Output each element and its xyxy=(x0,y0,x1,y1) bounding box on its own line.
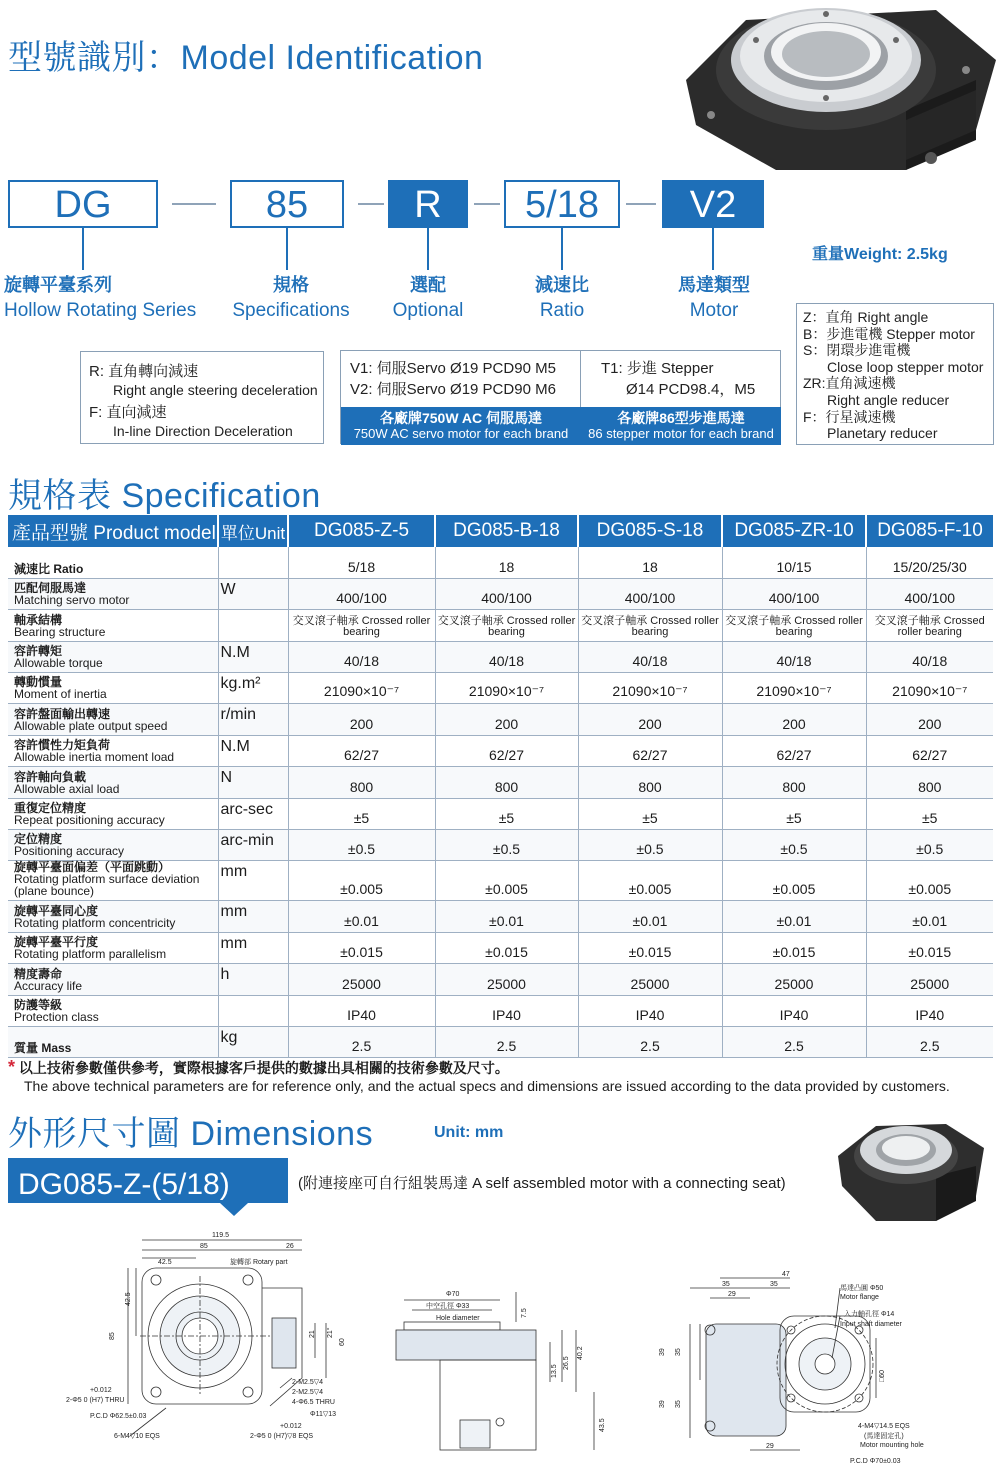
spec-item-name xyxy=(8,735,218,766)
label-motor xyxy=(654,272,774,324)
spec-value-cell: ±5 xyxy=(578,798,722,829)
spec-value-cell: 200 xyxy=(435,704,578,735)
spec-item-zh: 容許軸向負載 xyxy=(14,769,87,784)
specification-table xyxy=(8,515,993,1058)
dim-label: 13.5 xyxy=(551,1364,558,1378)
side-view-drawing xyxy=(380,1282,630,1462)
spec-value-cell: 40/18 xyxy=(866,641,993,672)
spec-item-zh: 容許慣性力矩負荷 xyxy=(14,738,111,753)
code-spec: 85 xyxy=(230,180,344,228)
option-zh: 直角轉向減速 xyxy=(108,363,199,380)
spec-value-cell: 40/18 xyxy=(722,641,866,672)
specification-title: 規格表 Specification xyxy=(8,477,321,515)
callout-label: 2-Φ5 0 (H7) THRU xyxy=(66,1397,125,1404)
spec-value-cell: 21090×10⁻⁷ xyxy=(866,673,993,704)
option-en: In-line Direction Deceleration xyxy=(113,423,293,439)
spec-value-cell: 21090×10⁻⁷ xyxy=(578,673,722,704)
spec-value-cell: 62/27 xyxy=(866,735,993,766)
callout-label: (馬達固定孔) xyxy=(864,1433,904,1440)
spec-value-cell: 2.5 xyxy=(435,1026,578,1057)
spec-item-unit: W xyxy=(218,578,288,609)
table-row xyxy=(8,861,993,901)
spec-item-name xyxy=(8,861,218,901)
spec-item-name xyxy=(8,641,218,672)
dim-label: Φ70 xyxy=(446,1291,460,1298)
spec-value-cell: 交叉滾子軸承 Crossed roller bearing xyxy=(578,610,722,641)
model-banner xyxy=(8,1158,294,1218)
spec-value-cell: ±0.005 xyxy=(288,861,435,901)
header-model: DG085-B-18 xyxy=(435,515,578,547)
table-row xyxy=(8,901,993,932)
spec-item-unit: r/min xyxy=(218,704,288,735)
legend-line: F：行星減速機 xyxy=(803,408,896,425)
table-row xyxy=(8,735,993,766)
spec-value-cell: 21090×10⁻⁷ xyxy=(288,673,435,704)
dim-label: 39 xyxy=(659,1400,666,1408)
label-series xyxy=(4,272,204,324)
spec-item-zh: 精度壽命 xyxy=(14,966,63,981)
dim-label: 26 xyxy=(286,1243,294,1250)
spec-item-en: Allowable plate output speed xyxy=(14,718,168,733)
label-motor-zh: 馬達類型 xyxy=(678,275,750,295)
spec-item-name xyxy=(8,1026,218,1057)
legend-line: Planetary reducer xyxy=(827,425,938,442)
spec-value-cell: ±0.01 xyxy=(435,901,578,932)
header-unit: 單位Unit xyxy=(218,515,288,547)
dim-label: Hole diameter xyxy=(436,1315,480,1322)
spec-item-en: Rotating platform parallelism xyxy=(14,947,167,962)
spec-item-unit: h xyxy=(218,964,288,995)
callout-label: 2-Φ5 0 (H7)▽8 EQS xyxy=(250,1433,314,1440)
option-code: R: xyxy=(89,363,104,380)
note-zh: 以上技術參數僅供參考，實際根據客戶提供的數據出具相關的技術參數及尺寸。 xyxy=(18,1060,509,1076)
spec-value-cell: ±0.5 xyxy=(722,830,866,861)
code-separator xyxy=(474,203,500,205)
table-row xyxy=(8,1026,993,1057)
spec-item-zh: 轉動慣量 xyxy=(14,675,63,690)
dim-label: □60 xyxy=(879,1369,886,1382)
top-view-drawing xyxy=(40,1228,360,1453)
spec-item-unit: arc-min xyxy=(218,830,288,861)
label-series-en: Hollow Rotating Series xyxy=(4,300,197,321)
spec-item-unit: mm xyxy=(218,932,288,963)
stepper-option xyxy=(581,351,781,445)
spec-value-cell: ±0.005 xyxy=(722,861,866,901)
dim-label: 21 xyxy=(309,1330,316,1338)
table-row xyxy=(8,995,993,1026)
spec-value-cell: 40/18 xyxy=(288,641,435,672)
spec-item-name xyxy=(8,673,218,704)
callout-label: 2-M2.5▽4 xyxy=(292,1389,324,1396)
dim-label: 47 xyxy=(782,1271,790,1278)
spec-value-cell: 25000 xyxy=(722,964,866,995)
spec-item-en: Protection class xyxy=(14,1009,99,1024)
callout-label: Motor flange xyxy=(840,1294,879,1301)
code-series: DG xyxy=(8,180,158,228)
spec-value-cell: 交叉滾子軸承 Crossed roller bearing xyxy=(288,610,435,641)
spec-item-zh: 旋轉平臺平行度 xyxy=(14,935,99,950)
table-row xyxy=(8,610,993,641)
spec-value-cell: 200 xyxy=(288,704,435,735)
label-optional-zh: 選配 xyxy=(410,275,446,295)
asterisk-icon: * xyxy=(8,1057,16,1077)
code-ratio: 5/18 xyxy=(504,180,620,228)
direction-options xyxy=(80,351,324,444)
code-separator xyxy=(626,203,656,205)
spec-value-cell: 2.5 xyxy=(288,1026,435,1057)
dim-label: 29 xyxy=(728,1291,736,1298)
motor-type-legend xyxy=(796,303,994,445)
stepper-bar-en: 86 stepper motor for each brand xyxy=(588,426,774,441)
connector-line xyxy=(712,228,714,270)
option-en: Right angle steering deceleration xyxy=(113,382,318,398)
spec-value-cell: 200 xyxy=(578,704,722,735)
callout-label: 4-Φ6.5 THRU xyxy=(292,1399,335,1406)
spec-item-unit: kg.m² xyxy=(218,673,288,704)
spec-item-en: Allowable inertia moment load xyxy=(14,750,175,765)
header-model: DG085-Z-5 xyxy=(288,515,435,547)
spec-value-cell: 交叉滾子軸承 Crossed roller bearing xyxy=(866,610,993,641)
legend-line: ZR:直角減速機 xyxy=(803,375,896,392)
spec-value-cell: 2.5 xyxy=(866,1026,993,1057)
callout-label: 6-M4▽10 EQS xyxy=(114,1433,160,1440)
spec-item-name xyxy=(8,704,218,735)
label-optional xyxy=(368,272,488,324)
spec-item-en: Accuracy life xyxy=(14,978,83,993)
servo-line1: V1: 伺服Servo Ø19 PCD90 M5 xyxy=(350,360,556,377)
table-row xyxy=(8,767,993,798)
stepper-bar xyxy=(581,407,781,445)
spec-value-cell: 200 xyxy=(866,704,993,735)
option-zh: 直向減速 xyxy=(106,404,167,421)
servo-bar-en: 750W AC servo motor for each brand xyxy=(353,426,569,441)
spec-value-cell: ±5 xyxy=(722,798,866,829)
spec-value-cell: 21090×10⁻⁷ xyxy=(722,673,866,704)
spec-value-cell: ±0.015 xyxy=(435,932,578,963)
spec-value-cell: ±0.005 xyxy=(578,861,722,901)
dim-label: 119.5 xyxy=(212,1232,229,1239)
spec-value-cell: IP40 xyxy=(722,995,866,1026)
table-row xyxy=(8,704,993,735)
header-model: DG085-F-10 xyxy=(866,515,993,547)
header-model: DG085-ZR-10 xyxy=(722,515,866,547)
spec-item-unit: N.M xyxy=(218,641,288,672)
callout-label: P.C.D Φ62.5±0.03 xyxy=(90,1413,147,1420)
dim-label: 60 xyxy=(339,1338,346,1346)
spec-item-unit xyxy=(218,610,288,641)
code-motor: V2 xyxy=(662,180,764,228)
spec-value-cell: 200 xyxy=(722,704,866,735)
label-spec xyxy=(216,272,366,324)
callout-label: 馬達凸圓 Φ50 xyxy=(840,1285,884,1292)
legend-line: Z：直角 Right angle xyxy=(803,309,929,325)
table-row xyxy=(8,830,993,861)
stepper-bar-zh: 各廠牌86型步進馬達 xyxy=(617,410,745,426)
motor-options xyxy=(340,350,781,444)
spec-item-en: Rotating platform surface deviation (plane bounce) xyxy=(14,872,200,899)
dim-label: 35 xyxy=(770,1281,778,1288)
spec-item-zh: 匹配伺服馬達 xyxy=(14,581,87,596)
spec-item-en: Positioning accuracy xyxy=(14,844,125,859)
spec-value-cell: IP40 xyxy=(578,995,722,1026)
spec-item-name xyxy=(8,995,218,1026)
dimensions-caption: (附連接座可自行組裝馬達 A self assembled motor with a connecting seat) xyxy=(298,1175,786,1192)
spec-item-name xyxy=(8,964,218,995)
callout-label: Motor mounting hole xyxy=(860,1442,924,1449)
spec-value-cell: ±0.5 xyxy=(578,830,722,861)
model-identification-title: 型號識別：Model Identification xyxy=(8,39,484,77)
spec-value-cell: 15/20/25/30 xyxy=(866,547,993,578)
spec-value-cell: 40/18 xyxy=(578,641,722,672)
spec-value-cell: ±0.01 xyxy=(722,901,866,932)
spec-value-cell: 5/18 xyxy=(288,547,435,578)
dim-label: 85 xyxy=(200,1243,208,1250)
dim-label: 21° xyxy=(327,1327,334,1338)
dim-label: 35 xyxy=(675,1400,682,1408)
spec-value-cell: ±0.5 xyxy=(435,830,578,861)
unit-label: Unit: mm xyxy=(434,1124,504,1141)
spec-item-zh: 軸承結構 xyxy=(14,612,63,627)
callout-label: 2-M2.5▽4 xyxy=(292,1379,324,1386)
spec-value-cell: 400/100 xyxy=(578,578,722,609)
spec-value-cell: IP40 xyxy=(288,995,435,1026)
spec-item-unit xyxy=(218,547,288,578)
code-optional: R xyxy=(388,180,468,228)
spec-value-cell: ±0.01 xyxy=(578,901,722,932)
callout-label: Input shaft diameter xyxy=(840,1321,902,1328)
spec-item-unit: N.M xyxy=(218,735,288,766)
stepper-line1: T1: 步進 Stepper xyxy=(601,360,714,377)
label-motor-en: Motor xyxy=(689,300,739,321)
spec-item-zh: 減速比 Ratio xyxy=(14,561,84,576)
spec-item-zh: 容許轉矩 xyxy=(14,644,63,659)
spec-value-cell: ±0.01 xyxy=(288,901,435,932)
dim-label: 35 xyxy=(722,1281,730,1288)
spec-value-cell: ±5 xyxy=(435,798,578,829)
spec-item-en: Rotating platform concentricity xyxy=(14,915,176,930)
table-row xyxy=(8,547,993,578)
dimensions-title: 外形尺寸圖 Dimensions xyxy=(8,1115,374,1153)
spec-value-cell: 2.5 xyxy=(722,1026,866,1057)
spec-value-cell: 25000 xyxy=(288,964,435,995)
dim-label: 43.5 xyxy=(599,1418,606,1432)
spec-item-unit: arc-sec xyxy=(218,798,288,829)
spec-item-name xyxy=(8,901,218,932)
spec-value-cell: 400/100 xyxy=(288,578,435,609)
label-ratio xyxy=(502,272,622,324)
disclaimer-note xyxy=(8,1058,950,1095)
callout-label: +0.012 xyxy=(280,1423,302,1430)
spec-value-cell: 40/18 xyxy=(435,641,578,672)
spec-value-cell: ±0.015 xyxy=(722,932,866,963)
spec-item-unit: kg xyxy=(218,1026,288,1057)
spec-item-name xyxy=(8,767,218,798)
spec-value-cell: ±5 xyxy=(288,798,435,829)
spec-value-cell: ±0.015 xyxy=(288,932,435,963)
dim-label: 26.5 xyxy=(563,1356,570,1370)
spec-value-cell: ±0.015 xyxy=(578,932,722,963)
dim-label: 39 xyxy=(659,1348,666,1356)
dim-label: 旋轉部 Rotary part xyxy=(230,1259,288,1266)
callout-label: 4-M4▽14.5 EQS xyxy=(858,1423,910,1430)
connector-line xyxy=(286,228,288,270)
spec-value-cell: 25000 xyxy=(578,964,722,995)
spec-value-cell: 18 xyxy=(578,547,722,578)
spec-item-en: Moment of inertia xyxy=(14,687,107,702)
dim-label: 42.5 xyxy=(158,1259,172,1266)
callout-label: P.C.D Φ70±0.03 xyxy=(850,1458,901,1465)
callout-label: Φ11▽13 xyxy=(310,1411,337,1418)
connector-line xyxy=(427,228,429,270)
spec-value-cell: 10/15 xyxy=(722,547,866,578)
servo-bar-zh: 各廠牌750W AC 伺服馬達 xyxy=(379,410,543,426)
dim-label: 中空孔徑 Φ33 xyxy=(426,1303,470,1310)
spec-value-cell: 800 xyxy=(578,767,722,798)
spec-item-zh: 旋轉平臺面偏差（平面跳動） xyxy=(14,860,171,875)
spec-item-unit: mm xyxy=(218,901,288,932)
spec-value-cell: ±0.005 xyxy=(435,861,578,901)
spec-value-cell: ±0.5 xyxy=(866,830,993,861)
rotary-table-image xyxy=(676,0,1000,172)
weight-label: 重量Weight: 2.5kg xyxy=(812,246,948,263)
spec-value-cell: 25000 xyxy=(435,964,578,995)
spec-value-cell: 62/27 xyxy=(288,735,435,766)
spec-item-en: Allowable torque xyxy=(14,656,103,671)
legend-line: Close loop stepper motor xyxy=(827,358,984,375)
spec-item-unit xyxy=(218,995,288,1026)
callout-label: 入力軸孔徑 Φ14 xyxy=(844,1311,895,1318)
label-series-zh: 旋轉平臺系列 xyxy=(4,275,112,295)
spec-item-zh: 防護等級 xyxy=(14,997,63,1012)
label-spec-zh: 規格 xyxy=(273,275,309,295)
table-row xyxy=(8,798,993,829)
label-ratio-zh: 減速比 xyxy=(535,275,589,295)
legend-line: B：步進電機 Stepper motor xyxy=(803,325,975,342)
model-banner-text: DG085-Z-(5/18) xyxy=(18,1168,230,1201)
dim-label: 29 xyxy=(766,1443,774,1450)
stepper-line2: Ø14 PCD98.4，M5 xyxy=(626,381,756,398)
table-row xyxy=(8,673,993,704)
servo-option xyxy=(341,351,581,445)
spec-value-cell: ±5 xyxy=(866,798,993,829)
spec-value-cell: ±0.5 xyxy=(288,830,435,861)
spec-value-cell: 400/100 xyxy=(435,578,578,609)
spec-item-en: Bearing structure xyxy=(14,624,106,639)
spec-item-name xyxy=(8,830,218,861)
table-row xyxy=(8,932,993,963)
spec-item-zh: 質量 Mass xyxy=(14,1041,72,1056)
spec-value-cell: IP40 xyxy=(866,995,993,1026)
servo-bar xyxy=(341,407,581,445)
rotary-table-thumbnail xyxy=(836,1116,986,1226)
spec-value-cell: ±0.015 xyxy=(866,932,993,963)
spec-item-name xyxy=(8,610,218,641)
spec-value-cell: ±0.005 xyxy=(866,861,993,901)
spec-value-cell: 800 xyxy=(722,767,866,798)
table-row xyxy=(8,578,993,609)
spec-value-cell: ±0.01 xyxy=(866,901,993,932)
code-separator xyxy=(358,203,384,205)
spec-value-cell: 交叉滾子軸承 Crossed roller bearing xyxy=(435,610,578,641)
label-spec-en: Specifications xyxy=(232,300,350,321)
spec-value-cell: 400/100 xyxy=(722,578,866,609)
dim-label: 85 xyxy=(109,1332,116,1340)
spec-value-cell: 2.5 xyxy=(578,1026,722,1057)
dim-label: 35 xyxy=(675,1348,682,1356)
note-en: The above technical parameters are for reference only, and the actual specs and dimensions are issued according to the data provided by customers. xyxy=(24,1078,950,1094)
spec-value-cell: 交叉滾子軸承 Crossed roller bearing xyxy=(722,610,866,641)
connector-line xyxy=(561,228,563,270)
connector-line xyxy=(82,228,84,270)
header-model: DG085-S-18 xyxy=(578,515,722,547)
dim-label: 42.5 xyxy=(125,1292,132,1306)
spec-item-en: Matching servo motor xyxy=(14,593,130,608)
spec-item-name xyxy=(8,547,218,578)
header-product-model: 產品型號 Product model xyxy=(8,515,218,547)
spec-value-cell: 18 xyxy=(435,547,578,578)
spec-item-unit: N xyxy=(218,767,288,798)
motor-flange-drawing xyxy=(650,1268,950,1468)
spec-item-unit: mm xyxy=(218,861,288,901)
spec-item-zh: 容許盤面輸出轉速 xyxy=(14,706,111,721)
spec-value-cell: 62/27 xyxy=(435,735,578,766)
table-row xyxy=(8,964,993,995)
spec-item-zh: 重復定位精度 xyxy=(14,801,87,816)
table-row xyxy=(8,641,993,672)
spec-value-cell: 21090×10⁻⁷ xyxy=(435,673,578,704)
servo-line2: V2: 伺服Servo Ø19 PCD90 M6 xyxy=(350,381,556,398)
option-code: F: xyxy=(89,404,103,421)
spec-value-cell: 800 xyxy=(288,767,435,798)
label-ratio-en: Ratio xyxy=(539,300,585,321)
table-header-row xyxy=(8,515,993,547)
spec-item-name xyxy=(8,798,218,829)
spec-value-cell: 62/27 xyxy=(578,735,722,766)
spec-item-zh: 定位精度 xyxy=(14,832,63,847)
spec-item-name xyxy=(8,932,218,963)
spec-value-cell: 800 xyxy=(866,767,993,798)
dim-label: 40.2 xyxy=(577,1346,584,1360)
dim-label: 7.5 xyxy=(521,1308,528,1318)
callout-label: +0.012 xyxy=(90,1387,112,1394)
legend-line: Right angle reducer xyxy=(827,391,950,408)
spec-value-cell: 400/100 xyxy=(866,578,993,609)
spec-item-en: Allowable axial load xyxy=(14,781,120,796)
spec-value-cell: 62/27 xyxy=(722,735,866,766)
spec-value-cell: 25000 xyxy=(866,964,993,995)
spec-item-name xyxy=(8,578,218,609)
spec-item-en: Repeat positioning accuracy xyxy=(14,813,165,828)
code-separator xyxy=(172,203,216,205)
label-optional-en: Optional xyxy=(392,300,464,321)
spec-value-cell: 800 xyxy=(435,767,578,798)
spec-item-zh: 旋轉平臺同心度 xyxy=(14,903,99,918)
legend-line: S：閉環步進電機 xyxy=(803,342,911,359)
spec-value-cell: IP40 xyxy=(435,995,578,1026)
